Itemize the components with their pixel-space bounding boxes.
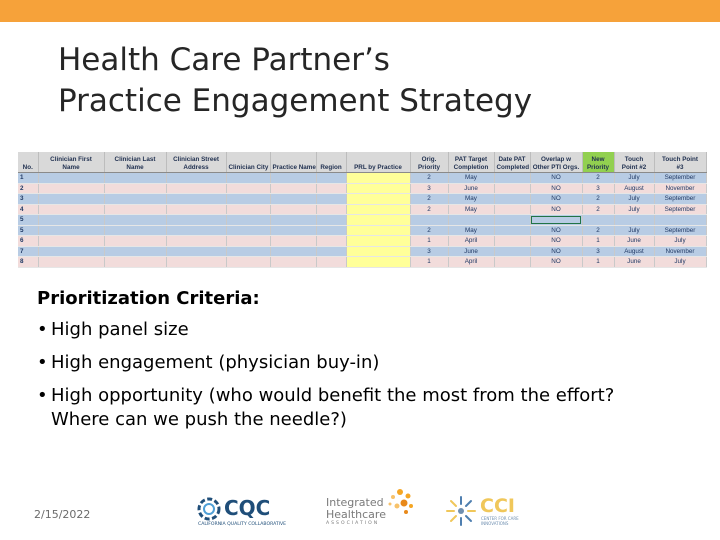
cell-touch-point-2: July (614, 204, 654, 215)
table-row (18, 215, 706, 226)
col-header-overlap: Overlap w Other PTI Orgs. (530, 152, 582, 173)
cell-orig-priority: 1 (410, 257, 448, 268)
cell-overlap (530, 215, 582, 226)
cell-overlap: NO (530, 225, 582, 236)
cell-orig-priority: 3 (410, 246, 448, 257)
cell-region (316, 173, 346, 184)
cell-orig-priority: 3 (410, 183, 448, 194)
iha-logo-line-1: Integrated (326, 496, 384, 509)
cell-prl (346, 236, 410, 247)
cell-last-name (104, 236, 166, 247)
iha-logo (326, 486, 414, 528)
cell-touch-point-2: August (614, 183, 654, 194)
cell-new-priority: 2 (582, 173, 614, 184)
cell-region (316, 183, 346, 194)
cell-street (166, 204, 226, 215)
col-header-pat-completed: Date PAT Completed (494, 152, 530, 173)
cell-pat-target: April (448, 257, 494, 268)
iha-dots-icon (384, 486, 416, 518)
cell-city (226, 225, 270, 236)
cell-city (226, 183, 270, 194)
slide-date: 2/15/2022 (34, 508, 91, 521)
cell-touch-point-3: July (654, 257, 706, 268)
cell-orig-priority (410, 215, 448, 226)
criteria-item (37, 384, 637, 432)
cell-touch-point-2: June (614, 257, 654, 268)
cell-touch-point-3: November (654, 246, 706, 257)
cell-no: 2 (18, 183, 38, 194)
cell-pat-target: May (448, 225, 494, 236)
cell-touch-point-3: September (654, 204, 706, 215)
cell-city (226, 246, 270, 257)
cell-pat-target: May (448, 204, 494, 215)
cell-last-name (104, 215, 166, 226)
cell-last-name (104, 225, 166, 236)
cell-overlap: NO (530, 204, 582, 215)
col-header-touch-point-2: Touch Point #2 (614, 152, 654, 173)
cell-overlap: NO (530, 173, 582, 184)
table-row (18, 204, 706, 215)
cell-pat-target: May (448, 173, 494, 184)
cell-prl (346, 215, 410, 226)
criteria-text: High opportunity (who would benefit the most from the effort? Where can we push the needle?) (51, 385, 615, 430)
cell-no: 4 (18, 204, 38, 215)
cell-practice (270, 225, 316, 236)
cell-prl (346, 257, 410, 268)
cell-pat-target: April (448, 236, 494, 247)
cell-first-name (38, 194, 104, 205)
cell-pat-completed (494, 194, 530, 205)
col-header-first-name: Clinician First Name (38, 152, 104, 173)
cell-city (226, 215, 270, 226)
cell-practice (270, 204, 316, 215)
table-row (18, 173, 706, 184)
cell-region (316, 215, 346, 226)
col-header-last-name: Clinician Last Name (104, 152, 166, 173)
cell-first-name (38, 236, 104, 247)
cell-practice (270, 236, 316, 247)
table-row (18, 236, 706, 247)
criteria-item (37, 351, 637, 375)
cell-new-priority: 3 (582, 183, 614, 194)
cell-street (166, 183, 226, 194)
cell-no: 3 (18, 194, 38, 205)
cell-pat-completed (494, 173, 530, 184)
cell-pat-completed (494, 246, 530, 257)
cell-touch-point-3 (654, 215, 706, 226)
cell-touch-point-3: September (654, 194, 706, 205)
col-header-street: Clinician Street Address (166, 152, 226, 173)
cell-pat-target: May (448, 194, 494, 205)
cell-new-priority: 2 (582, 204, 614, 215)
cell-street (166, 246, 226, 257)
cell-last-name (104, 257, 166, 268)
cell-prl (346, 183, 410, 194)
table-row (18, 194, 706, 205)
cell-region (316, 225, 346, 236)
cell-city (226, 236, 270, 247)
cell-practice (270, 194, 316, 205)
cci-logo-subtext: CENTER FOR CARE INNOVATIONS (481, 516, 519, 526)
spreadsheet-screenshot (18, 152, 706, 266)
engagement-table (18, 152, 707, 268)
cell-touch-point-2: July (614, 173, 654, 184)
table-row (18, 183, 706, 194)
cell-no: 5 (18, 215, 38, 226)
cell-first-name (38, 246, 104, 257)
cell-orig-priority: 2 (410, 194, 448, 205)
cell-orig-priority: 2 (410, 204, 448, 215)
cell-region (316, 194, 346, 205)
cell-pat-completed (494, 236, 530, 247)
cci-logo-text: CCI (480, 495, 515, 517)
cell-pat-completed (494, 257, 530, 268)
title-line-2: Practice Engagement Strategy (58, 83, 533, 119)
cell-first-name (38, 173, 104, 184)
col-header-new-priority: New Priority (582, 152, 614, 173)
criteria-text: High panel size (51, 319, 189, 340)
iha-logo-line-2: Healthcare (326, 508, 386, 521)
cell-overlap: NO (530, 257, 582, 268)
cell-no: 6 (18, 236, 38, 247)
bullet-icon: • (37, 385, 48, 406)
cell-region (316, 257, 346, 268)
cell-city (226, 194, 270, 205)
cell-new-priority: 2 (582, 225, 614, 236)
col-header-pat-target: PAT Target Completion (448, 152, 494, 173)
cell-overlap: NO (530, 183, 582, 194)
cell-region (316, 246, 346, 257)
cell-touch-point-2: June (614, 236, 654, 247)
cell-no: 5 (18, 225, 38, 236)
cell-practice (270, 257, 316, 268)
cqc-mark-icon (196, 496, 226, 522)
criteria-text: High engagement (physician buy-in) (51, 352, 380, 373)
col-header-no: No. (18, 152, 38, 173)
cell-city (226, 204, 270, 215)
cell-prl (346, 225, 410, 236)
cqc-logo-subtext: CALIFORNIA QUALITY COLLABORATIVE (198, 522, 287, 527)
table-body (18, 173, 706, 268)
cell-first-name (38, 215, 104, 226)
cell-pat-completed (494, 204, 530, 215)
cell-touch-point-3: November (654, 183, 706, 194)
col-header-city: Clinician City (226, 152, 270, 173)
cell-pat-completed (494, 225, 530, 236)
cell-last-name (104, 204, 166, 215)
cell-last-name (104, 173, 166, 184)
cell-touch-point-3: September (654, 225, 706, 236)
criteria-list (37, 318, 637, 432)
bullet-icon: • (37, 319, 48, 340)
cqc-logo-text: CQC (224, 496, 271, 520)
cell-street (166, 236, 226, 247)
slide-title (58, 40, 678, 122)
cell-no: 1 (18, 173, 38, 184)
cell-first-name (38, 225, 104, 236)
cell-practice (270, 183, 316, 194)
cell-pat-completed (494, 215, 530, 226)
cell-street (166, 225, 226, 236)
cell-pat-target: June (448, 183, 494, 194)
cell-street (166, 173, 226, 184)
cell-first-name (38, 183, 104, 194)
table-row (18, 246, 706, 257)
cell-pat-completed (494, 183, 530, 194)
cell-practice (270, 246, 316, 257)
top-accent-bar (0, 0, 720, 22)
cell-street (166, 215, 226, 226)
cell-last-name (104, 183, 166, 194)
cell-practice (270, 173, 316, 184)
cell-touch-point-2: July (614, 194, 654, 205)
cell-no: 8 (18, 257, 38, 268)
col-header-practice: Practice Name (270, 152, 316, 173)
cell-city (226, 257, 270, 268)
cell-last-name (104, 246, 166, 257)
cell-street (166, 194, 226, 205)
cell-first-name (38, 257, 104, 268)
col-header-touch-point-3: Touch Point #3 (654, 152, 706, 173)
bullet-icon: • (37, 352, 48, 373)
criteria-item (37, 318, 637, 342)
col-header-region: Region (316, 152, 346, 173)
cell-no: 7 (18, 246, 38, 257)
cell-last-name (104, 194, 166, 205)
cell-orig-priority: 2 (410, 225, 448, 236)
cell-practice (270, 215, 316, 226)
cell-prl (346, 194, 410, 205)
cell-prl (346, 204, 410, 215)
cell-new-priority: 1 (582, 236, 614, 247)
title-line-1: Health Care Partner’s (58, 42, 390, 78)
cell-first-name (38, 204, 104, 215)
col-header-orig-priority: Orig. Priority (410, 152, 448, 173)
cell-street (166, 257, 226, 268)
cell-new-priority (582, 215, 614, 226)
cell-new-priority: 1 (582, 257, 614, 268)
cell-overlap: NO (530, 236, 582, 247)
table-header-row (18, 152, 706, 173)
cell-pat-target: June (448, 246, 494, 257)
cell-region (316, 236, 346, 247)
iha-logo-line-3: ASSOCIATION (326, 521, 380, 526)
cell-touch-point-3: July (654, 236, 706, 247)
table-row (18, 257, 706, 268)
cell-touch-point-2: July (614, 225, 654, 236)
cell-new-priority: 2 (582, 194, 614, 205)
cell-overlap: NO (530, 246, 582, 257)
cell-orig-priority: 2 (410, 173, 448, 184)
cell-touch-point-2 (614, 215, 654, 226)
cell-touch-point-2: August (614, 246, 654, 257)
cci-logo (444, 494, 524, 528)
cell-pat-target (448, 215, 494, 226)
cell-prl (346, 246, 410, 257)
cell-prl (346, 173, 410, 184)
col-header-prl: PRL by Practice (346, 152, 410, 173)
cqc-logo (196, 494, 296, 530)
cell-city (226, 173, 270, 184)
cell-touch-point-3: September (654, 173, 706, 184)
cci-starburst-icon (444, 494, 478, 528)
cell-overlap: NO (530, 194, 582, 205)
criteria-heading: Prioritization Criteria: (37, 288, 260, 309)
cell-orig-priority: 1 (410, 236, 448, 247)
cell-new-priority: 3 (582, 246, 614, 257)
cell-region (316, 204, 346, 215)
table-row (18, 225, 706, 236)
